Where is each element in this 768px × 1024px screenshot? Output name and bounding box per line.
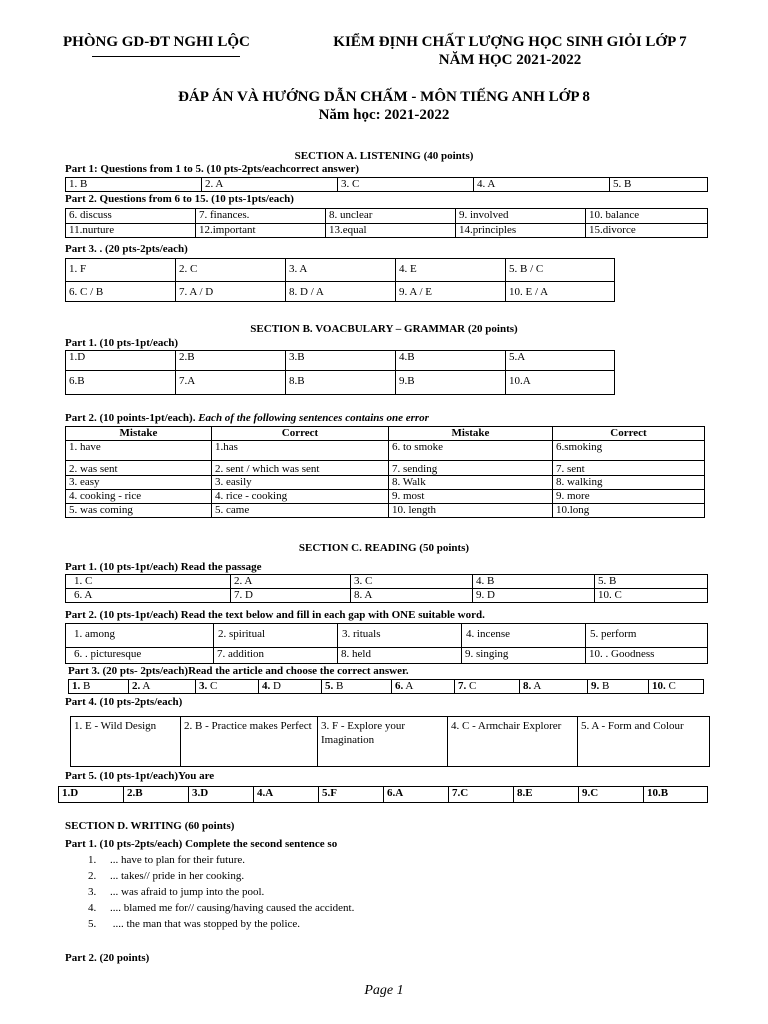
table-cell: 6. to smoke [389,441,553,461]
section-c-part1-heading: Part 1. (10 pts-1pt/each) Read the passage [65,561,262,573]
section-a-part1-heading: Part 1: Questions from 1 to 5. (10 pts-2pts/eachcorrect answer) [65,163,360,175]
section-c-part4-table [70,716,710,767]
school-name: PHÒNG GD-ĐT NGHI LỘC [63,34,250,50]
answer-cell: 2. B - Practice makes Perfect [181,717,318,767]
answer-cell: 1. B [69,680,129,694]
section-b-part1-heading: Part 1. (10 pts-1pt/each) [65,337,179,349]
answer-cell: 6. A [392,680,455,694]
answer-cell: 5. B [322,680,392,694]
answer-cell: 1. E - Wild Design [71,717,181,767]
section-a-title: SECTION A. LISTENING (40 points) [294,150,474,162]
table-cell: 3. easily [212,476,389,490]
answer-cell: 4. B [473,575,595,589]
answer-cell: 10.B [644,787,708,803]
list-item: 4. .... blamed me for// causing/having caused the accident. [88,902,355,914]
answer-cell: 10.A [506,371,615,395]
section-c-part5-table [58,786,708,803]
answer-cell: 1.D [59,787,124,803]
answer-cell: 2. A [202,178,338,192]
answer-cell: 4. D [259,680,322,694]
section-c-part3-table [68,679,704,694]
answer-cell: 3. A [286,259,396,282]
answer-cell: 5. B [610,178,708,192]
section-c-part5-heading: Part 5. (10 pts-1pt/each)You are [65,770,215,782]
section-c-title: SECTION C. READING (50 points) [298,542,470,554]
column-header: Mistake [66,427,212,441]
section-d-title: SECTION D. WRITING (60 points) [65,820,235,832]
section-b-title: SECTION B. VOACBULARY – GRAMMAR (20 points) [250,323,518,335]
answer-cell: 15.divorce [586,224,708,238]
answer-cell: 3. C [338,178,474,192]
answer-cell: 5.F [319,787,384,803]
answer-cell: 8. held [338,648,462,664]
list-item: 3. ... was afraid to jump into the pool. [88,886,265,898]
exam-title: KIỂM ĐỊNH CHẤT LƯỢNG HỌC SINH GIỎI LỚP 7 [333,34,687,50]
table-cell: 8. Walk [389,476,553,490]
answer-cell: 8. unclear [326,209,456,224]
section-b-part2-heading [65,412,429,425]
section-c-part2-heading: Part 2. (10 pts-1pt/each) Read the text below and fill in each gap with ONE suitable word. [65,609,485,621]
answer-cell: 1. B [66,178,202,192]
column-header: Correct [553,427,705,441]
answer-cell: 4. E [396,259,506,282]
answer-cell: 6.A [384,787,449,803]
answer-cell: 5. perform [586,624,708,648]
answer-cell: 5. A - Form and Colour [578,717,710,767]
section-a-part1-table [65,177,708,192]
page-number: Page 1 [364,983,404,998]
answer-cell: 7. D [231,589,351,603]
answer-cell: 11.nurture [66,224,196,238]
answer-cell: 3. rituals [338,624,462,648]
table-cell: 9. more [553,490,705,504]
section-c-part3-heading: Part 3. (20 pts- 2pts/each)Read the article and choose the correct answer. [68,665,409,677]
heading-italic: Each of the following sentences contains one error [198,412,429,424]
answer-cell: 2. spiritual [214,624,338,648]
answer-cell: 6. discuss [66,209,196,224]
table-cell: 2. sent / which was sent [212,461,389,476]
table-cell: 4. rice - cooking [212,490,389,504]
answer-cell: 5.A [506,351,615,371]
header-underline [92,56,240,57]
answer-cell: 2. A [129,680,196,694]
answer-cell: 8. D / A [286,282,396,302]
section-b-part2-table [65,426,705,518]
section-b-part1-table [65,350,615,395]
answer-cell: 9. D [473,589,595,603]
answer-cell: 6.B [66,371,176,395]
table-cell: 5. came [212,504,389,518]
exam-year: NĂM HỌC 2021-2022 [438,52,582,68]
table-cell: 2. was sent [66,461,212,476]
table-cell: 7. sent [553,461,705,476]
answer-cell: 10. C [595,589,708,603]
answer-cell: 1.D [66,351,176,371]
section-a-part2-table [65,208,708,238]
answer-cell: 7. finances. [196,209,326,224]
answer-cell: 9. singing [462,648,586,664]
answer-cell: 5. B [595,575,708,589]
table-cell: 10. length [389,504,553,518]
answer-cell: 4.B [396,351,506,371]
table-cell: 4. cooking - rice [66,490,212,504]
answer-cell: 1. among [66,624,214,648]
answer-cell: 12.important [196,224,326,238]
answer-cell: 9. B [588,680,649,694]
answer-cell: 1. F [66,259,176,282]
answer-cell: 2. C [176,259,286,282]
answer-cell: 7.A [176,371,286,395]
answer-cell: 3. C [196,680,259,694]
answer-cell: 7. A / D [176,282,286,302]
table-cell: 9. most [389,490,553,504]
column-header: Mistake [389,427,553,441]
column-header: Correct [212,427,389,441]
answer-cell: 4. incense [462,624,586,648]
answer-cell: 14.principles [456,224,586,238]
table-cell: 7. sending [389,461,553,476]
answer-cell: 8. A [351,589,473,603]
answer-cell: 3.B [286,351,396,371]
section-d-part1-heading: Part 1. (10 pts-2pts/each) Complete the second sentence so [65,838,338,850]
answer-cell: 4.A [254,787,319,803]
answer-cell: 6. C / B [66,282,176,302]
answer-cell: 8. A [520,680,588,694]
section-c-part2-table [65,623,708,664]
table-cell: 8. walking [553,476,705,490]
table-cell: 10.long [553,504,705,518]
answer-cell: 1. C [66,575,231,589]
table-cell: 6.smoking [553,441,705,461]
section-c-part1-table [65,574,708,603]
section-a-part2-heading: Part 2. Questions from 6 to 15. (10 pts-1pts/each) [65,193,294,205]
section-a-part3-heading: Part 3. . (20 pts-2pts/each) [65,243,188,255]
answer-cell: 5. B / C [506,259,615,282]
answer-cell: 13.equal [326,224,456,238]
answer-cell: 4. C - Armchair Explorer [448,717,578,767]
list-item: 2. ... takes// pride in her cooking. [88,870,245,882]
answer-cell: 3. C [351,575,473,589]
answer-cell: 7. addition [214,648,338,664]
section-c-part4-heading: Part 4. (10 pts-2pts/each) [65,696,183,708]
table-cell: 1. have [66,441,212,461]
section-d-part2-heading: Part 2. (20 points) [65,952,150,964]
section-a-part3-table [65,258,615,302]
answer-cell: 8.B [286,371,396,395]
answer-cell: 10. balance [586,209,708,224]
answer-cell: 4. A [474,178,610,192]
answer-cell: 9. involved [456,209,586,224]
answer-cell: 10. E / A [506,282,615,302]
heading-bold: Part 2. (10 points-1pt/each). [65,412,199,424]
answer-cell: 8.E [514,787,579,803]
answer-cell: 9.B [396,371,506,395]
answer-cell: 6. . picturesque [66,648,214,664]
answer-cell: 2. A [231,575,351,589]
table-cell: 1.has [212,441,389,461]
answer-cell: 10. C [649,680,704,694]
answer-cell: 9.C [579,787,644,803]
answer-cell: 2.B [176,351,286,371]
answer-cell: 3.D [189,787,254,803]
table-cell: 3. easy [66,476,212,490]
list-item: 5. .... the man that was stopped by the police. [88,918,301,930]
answer-cell: 9. A / E [396,282,506,302]
page-subtitle: Năm học: 2021-2022 [318,107,450,123]
answer-cell: 2.B [124,787,189,803]
answer-cell: 10. . Goodness [586,648,708,664]
answer-cell: 7. C [455,680,520,694]
table-cell: 5. was coming [66,504,212,518]
answer-cell: 6. A [66,589,231,603]
answer-cell: 7.C [449,787,514,803]
section-d-part1-list [88,852,354,932]
page-title: ĐÁP ÁN VÀ HƯỚNG DẪN CHẤM - MÔN TIẾNG ANH LỚP 8 [178,89,590,105]
list-item: 1. ... have to plan for their future. [88,854,246,866]
answer-cell: 3. F - Explore your Imagination [318,717,448,767]
